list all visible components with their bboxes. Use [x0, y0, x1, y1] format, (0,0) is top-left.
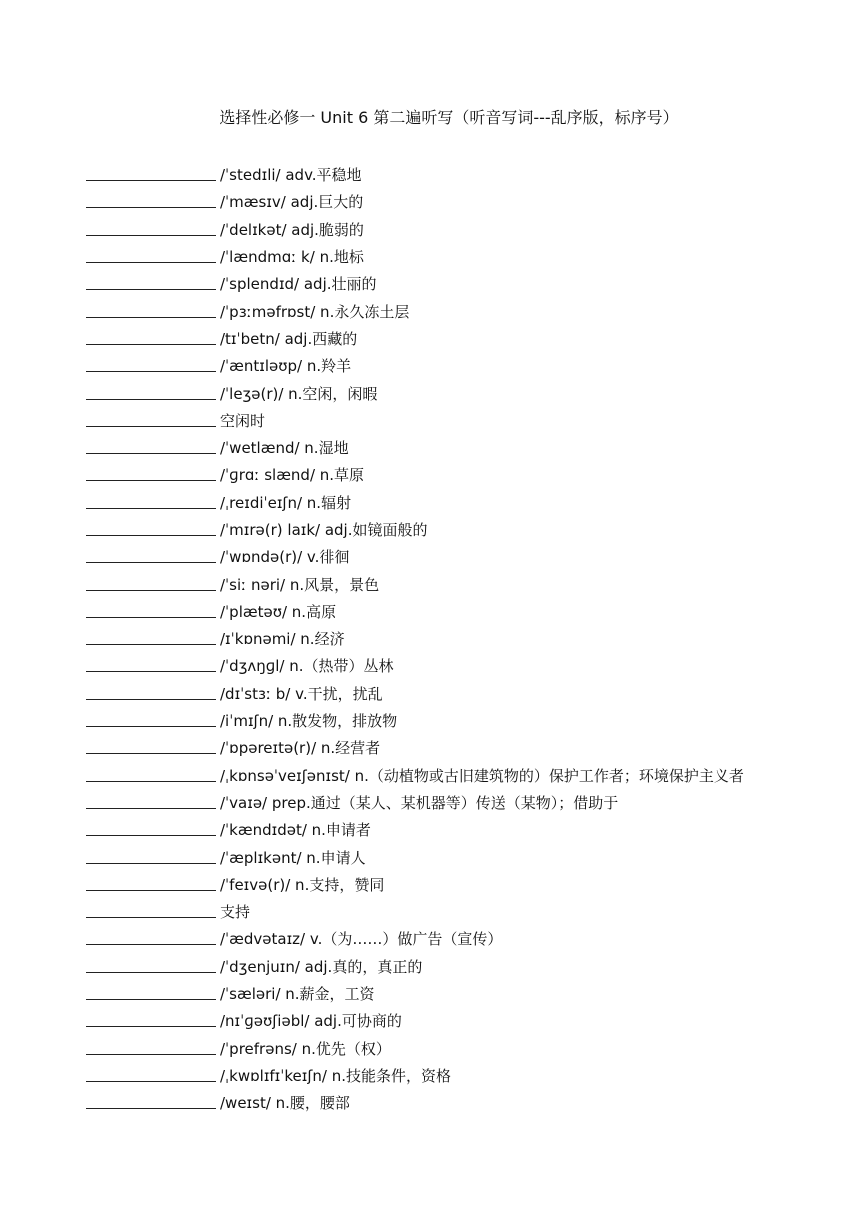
dictation-row — [86, 680, 744, 707]
dictation-row — [86, 1007, 744, 1034]
dictation-row — [86, 543, 744, 570]
answer-blank[interactable] — [86, 468, 216, 481]
answer-blank[interactable] — [86, 687, 216, 700]
answer-blank[interactable] — [86, 195, 216, 208]
phonetic-definition: /nɪˈɡəʊʃiəbl/ adj.可协商的 — [220, 1012, 402, 1031]
phonetic-definition: /ˈædvətaɪz/ v.（为……）做广告（宣传） — [220, 930, 503, 949]
phonetic-definition: /ˈfeɪvə(r)/ n.支持，赞同 — [220, 875, 385, 894]
phonetic-definition: /ˈmɪrə(r) laɪk/ adj.如镜面般的 — [220, 521, 428, 539]
dictation-row — [86, 1062, 744, 1089]
phonetic-definition: /ˈwetlænd/ n.湿地 — [220, 439, 349, 458]
phonetic-definition: /ˈplætəʊ/ n.高原 — [220, 602, 337, 621]
phonetic-definition: /ˈsiː nəri/ n.风景，景色 — [220, 575, 380, 594]
phonetic-definition: /ˈvaɪə/ prep.通过（某人、某机器等）传送（某物）；借助于 — [220, 793, 619, 812]
dictation-row — [86, 843, 744, 870]
phonetic-definition: /ˈprefrəns/ n.优先（权） — [220, 1039, 391, 1058]
dictation-row — [86, 652, 744, 679]
phonetic-definition: /ˈæntɪləʊp/ n.羚羊 — [220, 357, 352, 376]
phonetic-definition: /ˈwɒndə(r)/ v.徘徊 — [220, 548, 350, 567]
dictation-row — [86, 789, 744, 816]
phonetic-definition: /ˌkɒnsəˈveɪʃənɪst/ n.（动植物或古旧建筑物的）保护工作者；环境保护主义者 — [220, 766, 744, 785]
dictation-row — [86, 762, 744, 789]
phonetic-definition: /dɪˈstɜː b/ v.干扰，扰乱 — [220, 684, 383, 703]
answer-blank[interactable] — [86, 550, 216, 563]
dictation-row — [86, 925, 744, 952]
dictation-row — [86, 871, 744, 898]
answer-blank[interactable] — [86, 741, 216, 754]
answer-blank[interactable] — [86, 359, 216, 372]
phonetic-definition: /ˌreɪdiˈeɪʃn/ n.辐射 — [220, 493, 352, 512]
phonetic-definition: /ˈsæləri/ n.薪金，工资 — [220, 985, 375, 1004]
answer-blank[interactable] — [86, 632, 216, 645]
dictation-row — [86, 434, 744, 461]
dictation-row — [86, 161, 744, 188]
answer-blank[interactable] — [86, 332, 216, 345]
answer-blank[interactable] — [86, 878, 216, 891]
answer-blank[interactable] — [86, 605, 216, 618]
answer-blank[interactable] — [86, 987, 216, 1000]
dictation-row — [86, 270, 744, 297]
dictation-row — [86, 1035, 744, 1062]
answer-blank[interactable] — [86, 1069, 216, 1082]
answer-blank[interactable] — [86, 659, 216, 672]
phonetic-definition: /ˈdelɪkət/ adj.脆弱的 — [220, 220, 364, 239]
dictation-row — [86, 325, 744, 352]
dictation-row — [86, 980, 744, 1007]
phonetic-definition: /ˈstedɪli/ adv.平稳地 — [220, 166, 362, 185]
dictation-row — [86, 188, 744, 215]
answer-blank[interactable] — [86, 1096, 216, 1109]
dictation-row — [86, 297, 744, 324]
phonetic-definition: /tɪˈbetn/ adj.西藏的 — [220, 329, 358, 348]
dictation-row — [86, 489, 744, 516]
phonetic-definition: /ˈlændmɑː k/ n.地标 — [220, 248, 364, 267]
dictation-row — [86, 598, 744, 625]
answer-blank[interactable] — [86, 932, 216, 945]
answer-blank[interactable] — [86, 223, 216, 236]
dictation-row — [86, 625, 744, 652]
answer-blank[interactable] — [86, 769, 216, 782]
dictation-row — [86, 707, 744, 734]
answer-blank[interactable] — [86, 1014, 216, 1027]
phonetic-definition: /iˈmɪʃn/ n.散发物，排放物 — [220, 712, 398, 731]
phonetic-definition: /ˈdʒenjuɪn/ adj.真的，真正的 — [220, 957, 423, 976]
dictation-row — [86, 570, 744, 597]
answer-blank[interactable] — [86, 578, 216, 591]
dictation-row — [86, 816, 744, 843]
phonetic-definition: 支持 — [220, 903, 251, 922]
worksheet-title: 选择性必修一 Unit 6 第二遍听写（听音写词---乱序版，标序号） — [219, 108, 679, 127]
phonetic-definition: /ˈpɜːməfrɒst/ n.永久冻土层 — [220, 302, 410, 321]
answer-blank[interactable] — [86, 387, 216, 400]
phonetic-definition: /ˈɡrɑː slænd/ n.草原 — [220, 466, 365, 485]
answer-blank[interactable] — [86, 851, 216, 864]
phonetic-definition: /ˈɒpəreɪtə(r)/ n.经营者 — [220, 739, 381, 758]
answer-blank[interactable] — [86, 441, 216, 454]
answer-blank[interactable] — [86, 823, 216, 836]
answer-blank[interactable] — [86, 1042, 216, 1055]
phonetic-definition: /ˈkændɪdət/ n.申请者 — [220, 821, 371, 840]
dictation-row — [86, 898, 744, 925]
dictation-row — [86, 516, 744, 543]
dictation-row — [86, 407, 744, 434]
dictation-row — [86, 734, 744, 761]
answer-blank[interactable] — [86, 305, 216, 318]
phonetic-definition: 空闲时 — [220, 411, 266, 430]
phonetic-definition: /weɪst/ n.腰，腰部 — [220, 1094, 350, 1113]
phonetic-definition: /ɪˈkɒnəmi/ n.经济 — [220, 630, 345, 649]
dictation-row — [86, 216, 744, 243]
answer-blank[interactable] — [86, 277, 216, 290]
dictation-row — [86, 953, 744, 980]
phonetic-definition: /ˈdʒʌŋɡl/ n.（热带）丛林 — [220, 657, 394, 676]
answer-blank[interactable] — [86, 168, 216, 181]
dictation-row — [86, 352, 744, 379]
answer-blank[interactable] — [86, 796, 216, 809]
phonetic-definition: /ˈmæsɪv/ adj.巨大的 — [220, 193, 364, 212]
phonetic-definition: /ˌkwɒlɪfɪˈkeɪʃn/ n.技能条件，资格 — [220, 1066, 451, 1085]
answer-blank[interactable] — [86, 960, 216, 973]
phonetic-definition: /ˈsplendɪd/ adj.壮丽的 — [220, 275, 377, 294]
answer-blank[interactable] — [86, 496, 216, 509]
dictation-row — [86, 1089, 744, 1116]
answer-blank[interactable] — [86, 905, 216, 918]
dictation-row — [86, 379, 744, 406]
answer-blank[interactable] — [86, 523, 216, 536]
dictation-row — [86, 243, 744, 270]
dictation-row — [86, 461, 744, 488]
phonetic-definition: /ˈleʒə(r)/ n.空闲，闲暇 — [220, 384, 378, 403]
answer-blank[interactable] — [86, 714, 216, 727]
answer-blank[interactable] — [86, 414, 216, 427]
answer-blank[interactable] — [86, 250, 216, 263]
phonetic-definition: /ˈæplɪkənt/ n.申请人 — [220, 848, 366, 867]
dictation-list — [86, 161, 744, 1116]
